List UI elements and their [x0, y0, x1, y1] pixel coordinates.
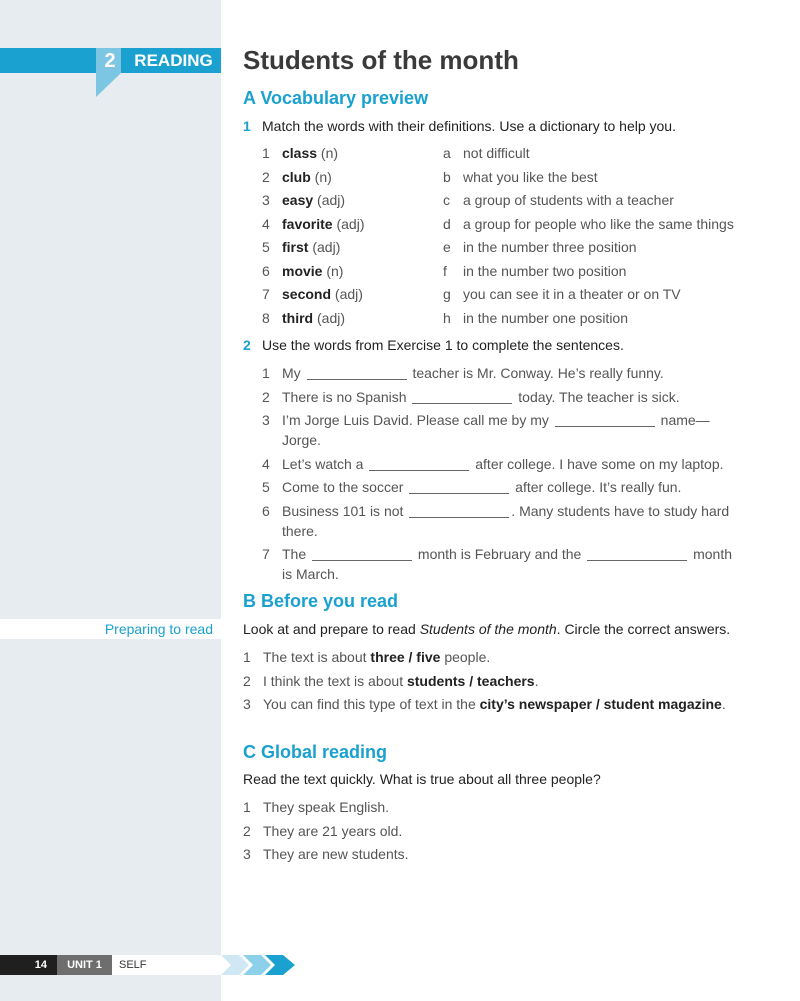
- choice-options[interactable]: city’s newspaper / student magazine: [479, 696, 722, 712]
- item-number: 1: [262, 365, 270, 381]
- vocab-item: [262, 261, 442, 285]
- choice-options[interactable]: students / teachers: [406, 672, 535, 689]
- item-letter: b: [443, 168, 451, 185]
- choice-prefix: The text is about: [263, 649, 371, 665]
- instruction-text: Use the words from Exercise 1 to complete the sentences.: [262, 337, 624, 353]
- sentence-item: [262, 454, 742, 474]
- item-number: 6: [262, 502, 270, 519]
- sentence-item: [262, 544, 742, 584]
- item-number: 3: [243, 696, 251, 712]
- statement-item: [243, 797, 743, 817]
- sentence-text: [282, 501, 742, 541]
- vocab-word: favorite: [282, 215, 333, 232]
- vocab-item: [262, 190, 442, 214]
- part-of-speech: (adj): [331, 286, 363, 302]
- part-of-speech: (adj): [332, 215, 365, 232]
- answer-blank[interactable]: [412, 390, 512, 404]
- choice-item: [243, 694, 743, 714]
- section-b-heading: B Before you read: [243, 591, 399, 611]
- choice-text: [263, 671, 743, 691]
- lesson-number: 2: [104, 50, 116, 72]
- instruction-text: Match the words with their definitions. Use a dictionary to help you.: [262, 118, 676, 134]
- page-title: Students of the month: [243, 45, 519, 75]
- answer-blank[interactable]: [555, 413, 655, 427]
- sentence-part: My: [282, 365, 305, 381]
- part-of-speech: (n): [310, 168, 332, 185]
- choice-item: [243, 647, 743, 667]
- sentence-part: teacher is Mr. Conway. He’s really funny.: [408, 365, 664, 381]
- item-letter: d: [443, 215, 451, 232]
- left-margin-panel: [0, 0, 221, 1001]
- item-letter: e: [443, 239, 451, 255]
- sentence-part: name—Jorge.: [282, 412, 710, 448]
- answer-blank[interactable]: [369, 457, 469, 471]
- item-letter: c: [443, 192, 450, 208]
- item-number: 1: [243, 649, 251, 665]
- answer-blank[interactable]: [409, 480, 509, 494]
- vocab-word: second: [282, 286, 332, 302]
- vocab-item: [262, 237, 442, 261]
- exercise-2-instruction: [243, 335, 624, 355]
- vocab-item: [262, 167, 442, 191]
- definition-item: [443, 284, 743, 308]
- definition-text: in the number three position: [463, 239, 637, 255]
- definition-item: [443, 261, 743, 285]
- sentence-part: month is February and the: [414, 546, 586, 562]
- definition-item: [443, 237, 743, 261]
- part-of-speech: (adj): [313, 192, 346, 208]
- sentence-part: Let’s watch a: [282, 455, 368, 472]
- answer-blank[interactable]: [409, 504, 509, 518]
- statement-text: They are new students.: [263, 846, 409, 862]
- sentence-part: Business 101 is not: [282, 502, 408, 519]
- sentence-list: [262, 363, 742, 588]
- unit-topic: SELF: [112, 955, 221, 975]
- definition-text: in the number two position: [463, 262, 627, 279]
- section-b-list: [243, 647, 743, 718]
- statement-text: They are 21 years old.: [263, 822, 403, 839]
- choice-suffix: people.: [440, 649, 491, 665]
- chevron-decoration-icon: [221, 955, 301, 975]
- sentence-text: [282, 477, 742, 497]
- definition-text: a group of students with a teacher: [463, 192, 674, 208]
- item-number: 3: [262, 412, 270, 428]
- answer-blank[interactable]: [587, 547, 687, 561]
- choice-prefix: You can find this type of text in the: [263, 696, 480, 712]
- item-number: 1: [243, 799, 251, 815]
- sentence-item: [262, 477, 742, 497]
- item-letter: a: [443, 145, 451, 161]
- vocab-word: class: [282, 145, 318, 161]
- page-number: 14: [0, 955, 57, 975]
- item-number: 2: [262, 168, 270, 185]
- unit-label: UNIT 1: [57, 955, 112, 975]
- vocab-word: movie: [282, 262, 323, 279]
- vocab-item: [262, 284, 442, 308]
- definition-item: [443, 214, 743, 238]
- sentence-item: [262, 363, 742, 383]
- choice-item: [243, 671, 743, 691]
- instruction-text: Look at and prepare to read: [243, 621, 420, 637]
- instruction-text: . Circle the correct answers.: [556, 621, 731, 637]
- exercise-1-instruction: [243, 116, 676, 136]
- lesson-label: READING: [134, 51, 213, 70]
- vocabulary-word-list: [262, 143, 442, 331]
- section-a-heading: A Vocabulary preview: [243, 88, 429, 108]
- exercise-number: 2: [243, 337, 251, 353]
- sentence-part: . Many students have to study hard there.: [282, 502, 730, 539]
- answer-blank[interactable]: [307, 366, 407, 380]
- choice-suffix: .: [721, 696, 726, 712]
- item-letter: g: [443, 286, 451, 302]
- vocab-word: easy: [282, 192, 314, 208]
- sentence-part: The: [282, 546, 311, 562]
- item-number: 6: [262, 262, 270, 279]
- sentence-part: I’m Jorge Luis David. Please call me by my: [282, 412, 553, 428]
- sentence-part: today. The teacher is sick.: [514, 388, 680, 405]
- sentence-part: Come to the soccer: [282, 479, 408, 495]
- sentence-text: [282, 410, 742, 450]
- part-of-speech: (adj): [308, 239, 341, 255]
- item-number: 2: [243, 822, 251, 839]
- item-number: 3: [262, 192, 270, 208]
- section-b-instruction: [243, 619, 730, 639]
- sentence-text: [282, 544, 742, 584]
- sentence-part: There is no Spanish: [282, 388, 411, 405]
- sentence-item: [262, 410, 742, 450]
- sentence-part: month is March.: [282, 546, 733, 582]
- item-number: 2: [262, 388, 270, 405]
- sentence-text: [282, 387, 742, 407]
- choice-options[interactable]: three / five: [370, 649, 441, 665]
- answer-blank[interactable]: [312, 547, 412, 561]
- item-number: 4: [262, 455, 270, 472]
- part-of-speech: (adj): [313, 309, 346, 326]
- item-number: 5: [262, 479, 270, 495]
- instruction-title-italic: Students of the month: [419, 621, 557, 637]
- section-c-instruction: Read the text quickly. What is true about all three people?: [243, 771, 601, 787]
- statement-text: They speak English.: [263, 799, 390, 815]
- item-letter: f: [443, 262, 447, 279]
- sentence-item: [262, 501, 742, 541]
- definition-item: [443, 143, 743, 167]
- definition-text: you can see it in a theater or on TV: [463, 286, 681, 302]
- choice-suffix: .: [534, 672, 539, 689]
- vocab-item: [262, 214, 442, 238]
- item-letter: h: [443, 309, 451, 326]
- definition-item: [443, 190, 743, 214]
- vocab-word: first: [282, 239, 309, 255]
- definition-item: [443, 167, 743, 191]
- part-of-speech: (n): [317, 145, 339, 161]
- sentence-item: [262, 387, 742, 407]
- sentence-text: [282, 454, 742, 474]
- sentence-part: after college. It’s really fun.: [511, 479, 682, 495]
- definition-text: a group for people who like the same things: [463, 215, 734, 232]
- item-number: 7: [262, 286, 270, 302]
- definition-text: what you like the best: [463, 168, 598, 185]
- side-label-preparing: Preparing to read: [104, 621, 213, 637]
- definition-text: in the number one position: [463, 309, 628, 326]
- item-number: 7: [262, 546, 270, 562]
- statement-item: [243, 821, 743, 841]
- choice-text: [263, 647, 743, 667]
- statement-item: [243, 844, 743, 864]
- sentence-part: after college. I have some on my laptop.: [471, 455, 724, 472]
- item-number: 2: [243, 672, 251, 689]
- vocab-word: club: [282, 168, 311, 185]
- choice-prefix: I think the text is about: [263, 672, 407, 689]
- item-number: 8: [262, 309, 270, 326]
- item-number: 3: [243, 846, 251, 862]
- sentence-text: [282, 363, 742, 383]
- vocab-item: [262, 143, 442, 167]
- section-c-list: [243, 797, 743, 868]
- choice-text: [263, 694, 743, 714]
- section-c-heading: C Global reading: [243, 742, 388, 762]
- definition-text: not difficult: [463, 145, 530, 161]
- item-number: 5: [262, 239, 270, 255]
- exercise-number: 1: [243, 118, 251, 134]
- vocab-item: [262, 308, 442, 332]
- item-number: 1: [262, 145, 270, 161]
- definition-list: [443, 143, 743, 331]
- part-of-speech: (n): [322, 262, 344, 279]
- definition-item: [443, 308, 743, 332]
- item-number: 4: [262, 215, 270, 232]
- vocab-word: third: [282, 309, 314, 326]
